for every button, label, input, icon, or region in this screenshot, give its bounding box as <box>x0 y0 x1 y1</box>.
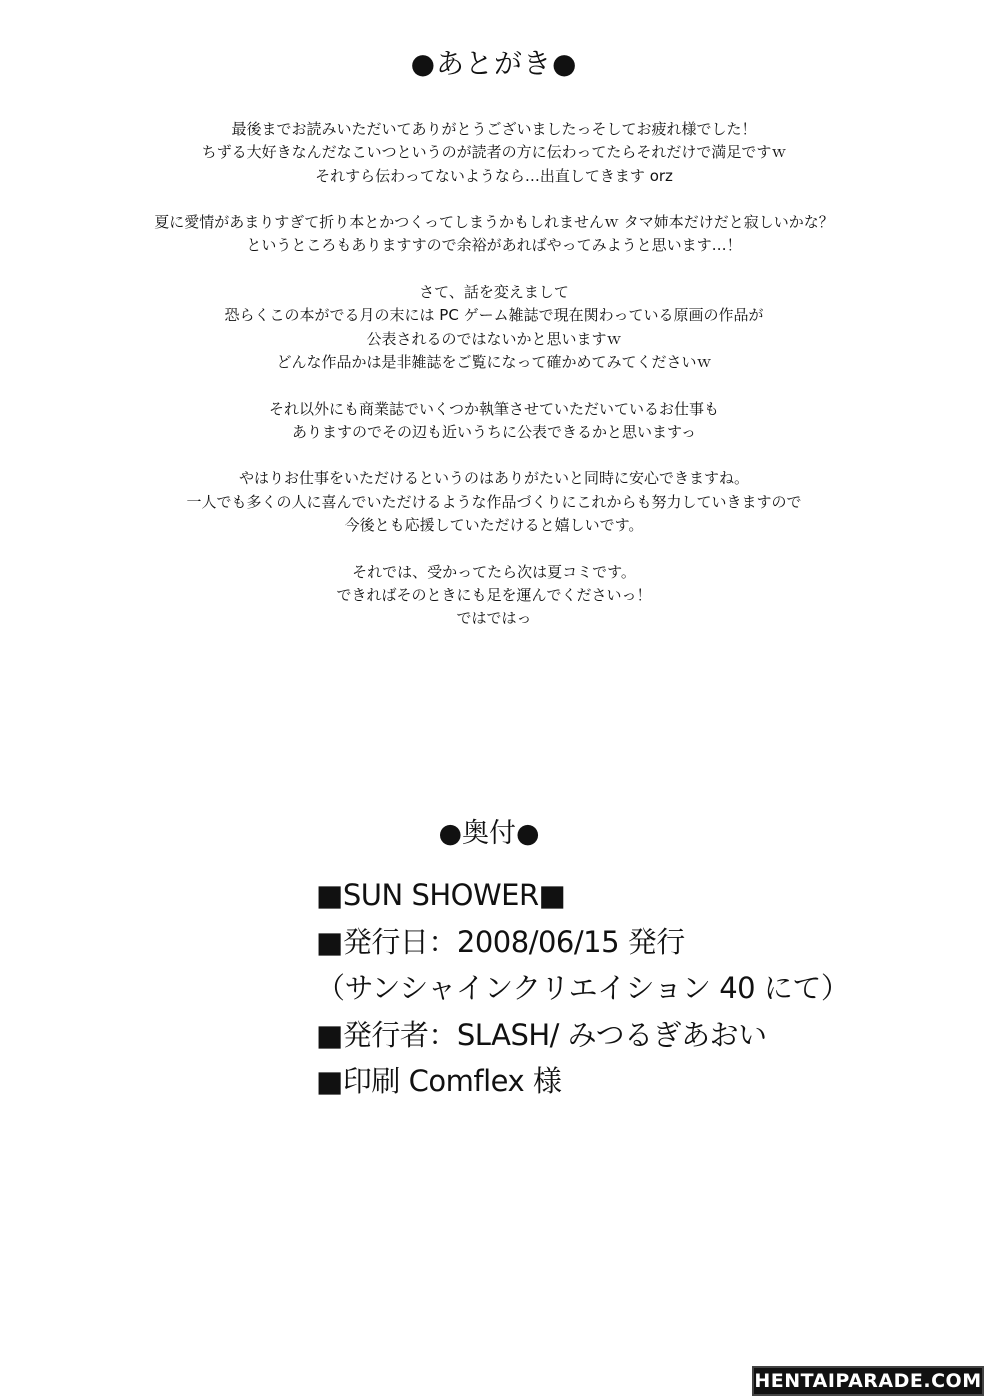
afterword-paragraph-gratitude <box>40 467 948 537</box>
afterword-paragraph-commercial <box>40 398 948 445</box>
text-line: 公表されるのではないかと思いますｗ <box>366 329 622 348</box>
colophon-event: （サンシャインクリエイション 40 にて） <box>316 971 850 1005</box>
afterword-title: ●あとがき● <box>410 47 578 80</box>
colophon <box>316 872 936 1105</box>
text-line: それ以外にも商業誌でいくつか執筆させていただいているお仕事も <box>268 399 719 418</box>
text-line: それすら伝わってないようなら…出直してきます orz <box>315 166 673 185</box>
text-line: というところもありますすので余裕があればやってみようと思います…！ <box>246 236 742 255</box>
afterword-paragraph-thanks <box>40 118 948 188</box>
afterword-paragraph-news <box>40 281 948 374</box>
colophon-printer: ■印刷 Comflex 様 <box>316 1064 562 1098</box>
text-line: ではではっ <box>456 609 532 628</box>
text-line: それでは、受かってたら次は夏コミです。 <box>352 562 636 581</box>
afterword-paragraph-summer <box>40 211 948 258</box>
text-line: やはりお仕事をいただけるというのはありがたいと同時に安心できますね。 <box>238 469 749 488</box>
afterword-paragraph-closing <box>40 561 948 631</box>
text-line: ちずる大好きなんだなこいつというのが読者の方に伝わってたらそれだけで満足ですｗ <box>201 143 787 162</box>
text-line: 最後までお読みいただいてありがとうございましたっそしてお疲れ様でした！ <box>231 120 757 138</box>
watermark-logo: HENTAIPARADE.COM <box>752 1366 984 1396</box>
text-line: どんな作品かは是非雑誌をご覧になって確かめてみてくださいｗ <box>276 352 712 371</box>
text-line: 夏に愛情があまりすぎて折り本とかつくってしまうかもしれませんｗ タマ姉本だけだと寂しいかな？ <box>154 213 834 232</box>
text-line: さて、話を変えまして <box>419 283 569 302</box>
colophon-publisher: ■発行者：SLASH/ みつるぎあおい <box>316 1017 767 1052</box>
text-line: 今後とも応援していただけると嬉しいです。 <box>344 516 644 535</box>
text-line: 恐らくこの本がでる月の末には PC ゲーム雑誌で現在関わっている原画の作品が <box>224 306 764 325</box>
colophon-publish-date: ■発行日：2008/06/15 発行 <box>316 924 685 959</box>
afterword-body <box>40 118 948 654</box>
colophon-title: ●奥付● <box>438 818 540 849</box>
text-line: ありますのでその辺も近いうちに公表できるかと思いますっ <box>291 422 697 441</box>
text-line: 一人でも多くの人に喜んでいただけるような作品づくりにこれからも努力していきますので <box>186 492 802 511</box>
text-line: できればそのときにも足を運んでくださいっ！ <box>336 585 652 604</box>
colophon-book-title: ■SUN SHOWER■ <box>316 878 566 912</box>
